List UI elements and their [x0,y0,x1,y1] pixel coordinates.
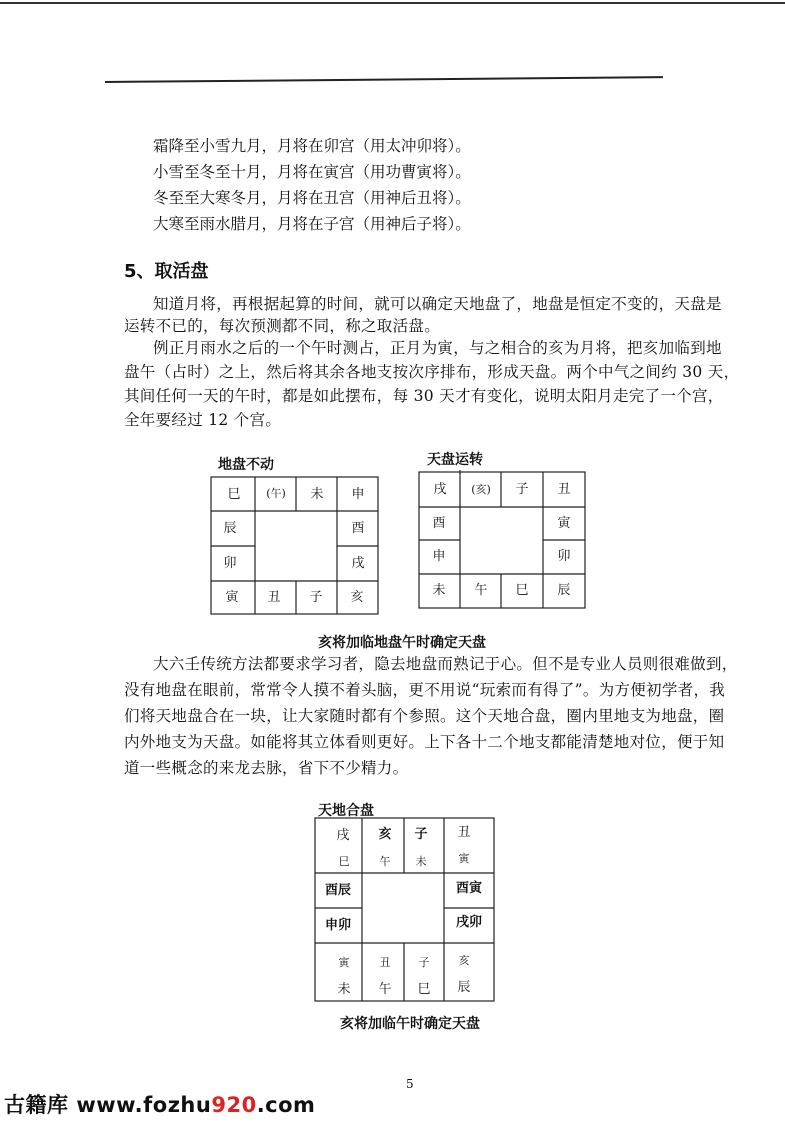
figure-caption: 亥将加临午时确定天盘 [340,1016,480,1032]
combined-cell: 戌卯 [455,915,482,930]
month-line: 冬至至大寒冬月，月将在丑宫（用神后丑将）。 [153,189,471,207]
combined-cell: 酉辰 [324,883,351,898]
heaven-cell: 巳 [515,583,529,598]
combined-cell-heaven: 巳 [417,982,431,997]
combined-cell-earth: 子 [418,956,430,969]
earth-cell: 亥 [350,590,364,605]
paragraph-line: 全年要经过 12 个宫。 [124,411,282,429]
heaven-cell: 丑 [557,482,571,497]
earth-cell: (午) [266,487,286,500]
heaven-cell: 午 [474,583,488,598]
heaven-cell: (亥) [471,483,491,496]
earth-cell: 巳 [227,487,241,502]
combined-cell-earth: 巳 [338,855,350,868]
paragraph-line: 其间任何一天的午时，都是如此摆布，每 30 天才有变化，说明太阳月走完了一个宫， [124,387,724,405]
combined-cell-heaven: 丑 [457,825,471,840]
heaven-cell: 戌 [433,482,447,497]
combined-cell-heaven: 子 [414,827,428,842]
earth-cell: 戌 [351,556,365,571]
paragraph-line: 们将天地盘合在一块，让大家随时都有个参照。这个天地合盘，圈内里地支为地盘，圈 [124,707,725,725]
watermark-url-number: 920 [211,1093,257,1117]
earth-cell: 未 [310,487,324,502]
month-line: 大寒至雨水腊月，月将在子宫（用神后子将）。 [153,215,471,233]
combined-cell: 申卯 [324,918,351,933]
earth-cell: 寅 [225,590,239,605]
heaven-cell: 申 [432,549,446,564]
earth-cell: 酉 [351,521,365,536]
paragraph-line: 盘午（占时）之上，然后将其余各地支按次序排布，形成天盘。两个中气之间约 30 天， [124,363,740,381]
section-heading: 5、取活盘 [124,261,209,282]
watermark-site-name: 古籍库 [4,1093,69,1117]
earth-cell: 丑 [267,590,281,605]
combined-cell-earth: 未 [415,855,427,868]
month-line: 小雪至冬至十月，月将在寅宫（用功曹寅将）。 [153,163,471,181]
diagram-title-combined: 天地合盘 [318,803,374,819]
watermark-url-prefix: www.fozhu [76,1093,212,1117]
watermark-url-suffix: .com [256,1093,316,1117]
combined-cell-earth: 寅 [458,852,470,865]
paragraph-line: 例正月雨水之后的一个午时测占，正月为寅，与之相合的亥为月将，把亥加临到地 [153,339,722,357]
figure-caption: 亥将加临地盘午时确定天盘 [318,635,486,651]
paragraph-line: 大六壬传统方法都要求学习者，隐去地盘而熟记于心。但不是专业人员则很难做到， [153,655,738,673]
heaven-cell: 子 [515,482,529,497]
earth-cell: 辰 [223,521,237,536]
paragraph-line: 道一些概念的来龙去脉，省下不少精力。 [124,759,409,777]
heaven-cell: 未 [432,583,446,598]
combined-cell-heaven: 午 [378,982,392,997]
combined-cell-earth: 丑 [379,956,391,969]
paragraph-line: 没有地盘在眼前，常常令人摸不着头脑，更不用说“玩索而有得了”。为方便初学者，我 [124,681,726,699]
combined-cell: 酉寅 [455,881,482,896]
combined-cell-heaven: 辰 [457,980,471,995]
page-number: 5 [406,1077,414,1091]
paragraph-line: 知道月将，再根据起算的时间，就可以确定天地盘了，地盘是恒定不变的，天盘是 [153,295,722,313]
month-line: 霜降至小雪九月，月将在卯宫（用太冲卯将）。 [153,137,471,155]
combined-cell-heaven: 戌 [336,828,350,843]
combined-cell-earth: 寅 [338,956,350,969]
heaven-cell: 辰 [557,583,571,598]
heaven-cell: 酉 [432,516,446,531]
paragraph-line: 内外地支为天盘。如能将其立体看则更好。上下各十二个地支都能清楚地对位，便于知 [124,733,725,751]
earth-cell: 子 [309,590,323,605]
combined-cell-earth: 亥 [458,954,470,967]
heaven-cell: 寅 [557,516,571,531]
diagram-title-heaven: 天盘运转 [427,452,483,468]
combined-cell-earth: 午 [379,855,391,868]
combined-cell-heaven: 未 [337,982,351,997]
diagram-title-earth: 地盘不动 [218,457,274,473]
paragraph-line: 运转不已的，每次预测都不同，称之取活盘。 [124,317,441,335]
combined-cell-heaven: 亥 [378,827,392,842]
earth-cell: 申 [351,487,365,502]
earth-cell: 卯 [223,556,237,571]
heaven-cell: 卯 [557,549,571,564]
site-watermark [4,1089,315,1119]
